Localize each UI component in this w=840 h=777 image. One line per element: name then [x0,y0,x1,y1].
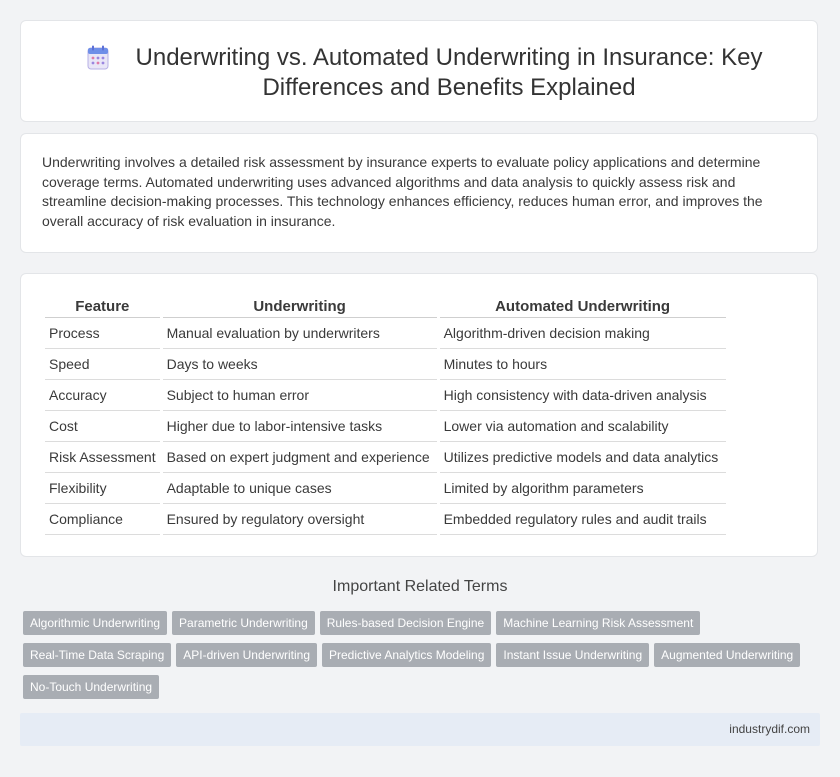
table-cell: Lower via automation and scalability [440,411,726,442]
table-header-row [45,295,726,318]
table-cell: Higher due to labor-intensive tasks [163,411,437,442]
column-header: Automated Underwriting [440,295,726,318]
table-cell: Process [45,318,160,349]
related-term-tag[interactable]: Instant Issue Underwriting [496,643,649,667]
table-cell: High consistency with data-driven analysis [440,380,726,411]
related-term-tag[interactable]: Real-Time Data Scraping [23,643,171,667]
table-row [45,349,726,380]
related-term-tag[interactable]: Parametric Underwriting [172,611,315,635]
related-term-tag[interactable]: Rules-based Decision Engine [320,611,491,635]
footer [20,713,820,746]
table-cell: Ensured by regulatory oversight [163,504,437,535]
related-term-tag[interactable]: Augmented Underwriting [654,643,800,667]
title-card [20,20,818,122]
table-cell: Utilizes predictive models and data analytics [440,442,726,473]
table-cell: Speed [45,349,160,380]
table-cell: Cost [45,411,160,442]
table-cell: Minutes to hours [440,349,726,380]
table-cell: Subject to human error [163,380,437,411]
comparison-card [20,273,818,557]
table-cell: Limited by algorithm parameters [440,473,726,504]
footer-site-link[interactable]: industrydif.com [729,722,810,736]
intro-text: Underwriting involves a detailed risk assessment by insurance experts to evaluate policy applications and determine coverage terms. Automated underwriting uses advanced algorithms and data analysis to quickly assess risk and streamline decision-making processes. This technology enhances efficiency, reduces human error, and improves the overall accuracy of risk evaluation in insurance. [42,154,763,229]
page-title: Underwriting vs. Automated Underwriting in Insurance: Key Differences and Benefits Explained [135,44,763,101]
table-cell: Accuracy [45,380,160,411]
intro-card [20,133,818,253]
column-header: Underwriting [163,295,437,318]
comparison-table [42,295,729,535]
related-term-tag[interactable]: Machine Learning Risk Assessment [496,611,700,635]
table-cell: Days to weeks [163,349,437,380]
related-terms-list [23,611,823,707]
table-row [45,504,726,535]
table-cell: Embedded regulatory rules and audit trails [440,504,726,535]
table-row [45,411,726,442]
table-row [45,442,726,473]
related-term-tag[interactable]: No-Touch Underwriting [23,675,159,699]
table-row [45,380,726,411]
related-term-tag[interactable]: Predictive Analytics Modeling [322,643,491,667]
table-cell: Algorithm-driven decision making [440,318,726,349]
table-cell: Based on expert judgment and experience [163,442,437,473]
table-cell: Risk Assessment [45,442,160,473]
table-cell: Manual evaluation by underwriters [163,318,437,349]
table-cell: Adaptable to unique cases [163,473,437,504]
related-term-tag[interactable]: Algorithmic Underwriting [23,611,167,635]
table-row [45,318,726,349]
related-terms-heading: Important Related Terms [332,578,508,595]
table-row [45,473,726,504]
table-cell: Compliance [45,504,160,535]
related-term-tag[interactable]: API-driven Underwriting [176,643,317,667]
table-cell: Flexibility [45,473,160,504]
column-header: Feature [45,295,160,318]
